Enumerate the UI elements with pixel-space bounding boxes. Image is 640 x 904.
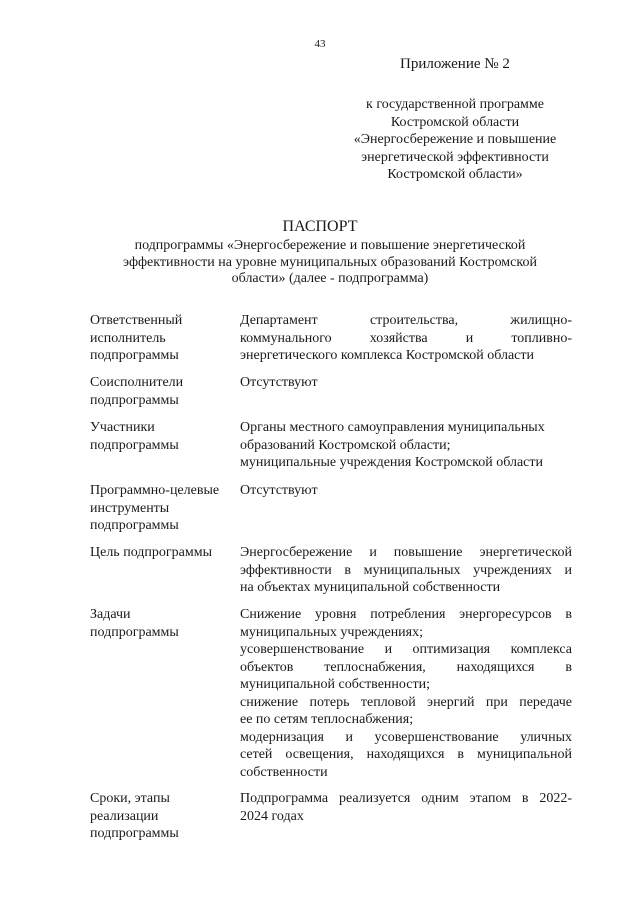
row-value	[240, 790, 572, 825]
row-label	[90, 606, 236, 641]
appendix-subtitle-line: энергетической эффективности	[361, 149, 549, 165]
appendix-title: Приложение № 2	[400, 56, 510, 72]
row-value-line: Органы местного самоуправления муниципальных	[240, 420, 545, 435]
row-value-line: объектов теплоснабжения, находящихся в	[240, 659, 572, 675]
row-value-line: собственности	[240, 764, 328, 780]
row-value-line: модернизация и усовершенствование уличных	[240, 729, 572, 745]
passport-title: ПАСПОРТ	[282, 218, 358, 235]
row-value-line: образований Костромской области;	[240, 437, 451, 453]
row-label-line: подпрограммы	[90, 437, 179, 453]
appendix-subtitle-line: Костромской области	[390, 114, 520, 130]
row-value-line: Снижение уровня потребления энергоресурсов в	[240, 607, 572, 622]
row-value-line: Отсутствуют	[240, 375, 318, 390]
row-value	[240, 544, 572, 597]
row-value-line: муниципальной собственности;	[240, 677, 430, 692]
row-value	[240, 482, 572, 500]
row-value	[240, 419, 572, 472]
row-label	[90, 374, 236, 409]
row-label-line: Соисполнители	[90, 375, 184, 390]
row-value-line: 2024 годах	[240, 808, 304, 824]
row-value-line: муниципальные учреждения Костромской области	[240, 455, 544, 470]
row-label	[90, 419, 236, 454]
row-value-line: усовершенствование и оптимизация комплекса	[240, 642, 572, 657]
passport-subtitle-line: подпрограммы «Энергосбережение и повышение энергетической	[134, 238, 526, 253]
row-label-line: Цель подпрограммы	[90, 545, 212, 560]
row-label-line: Ответственный	[90, 313, 183, 328]
row-label-line: исполнитель	[90, 330, 166, 346]
row-value-line: на объектах муниципальной собственности	[240, 580, 501, 595]
row-value-line: энергетического комплекса Костромской области	[240, 348, 535, 363]
row-label-line: инструменты	[90, 500, 170, 516]
row-label	[90, 312, 236, 365]
row-value-line: снижение потерь тепловой энергий при передаче	[240, 694, 572, 710]
row-label-line: подпрограммы	[90, 624, 179, 640]
row-value	[240, 312, 572, 365]
row-label	[90, 790, 236, 843]
row-value-line: коммунального хозяйства и топливно-	[240, 330, 572, 346]
row-label-line: Участники	[90, 420, 155, 435]
appendix-subtitle-line: Костромской области»	[387, 167, 523, 182]
page-number: 43	[314, 38, 326, 50]
row-label-line: подпрограммы	[90, 392, 179, 408]
passport-subtitle	[100, 238, 560, 288]
row-label-line: Сроки, этапы	[90, 791, 170, 806]
row-value-line: ее по сетям теплоснабжения;	[240, 712, 414, 727]
row-value	[240, 374, 572, 392]
appendix-subtitle-line: к государственной программе	[366, 97, 544, 112]
row-label-line: подпрограммы	[90, 348, 179, 363]
appendix-subtitle-line: «Энергосбережение и повышение	[353, 132, 557, 147]
row-label-line: Задачи	[90, 607, 131, 622]
row-value-line: эффективности в муниципальных учреждениях и	[240, 562, 572, 578]
row-value-line: Подпрограмма реализуется одним этапом в 2022-	[240, 791, 572, 806]
appendix-subtitle	[344, 96, 566, 184]
passport-subtitle-line: области» (далее - подпрограмма)	[231, 271, 429, 286]
row-value-line: муниципальных учреждениях;	[240, 624, 424, 640]
row-value-line: Отсутствуют	[240, 483, 318, 498]
row-label-line: реализации	[90, 808, 159, 824]
row-value-line: Энергосбережение и повышение энергетической	[240, 545, 572, 560]
row-value-line: сетей освещения, находящихся в муниципальной	[240, 747, 572, 762]
row-label	[90, 482, 236, 535]
row-value	[240, 606, 572, 781]
passport-subtitle-line: эффективности на уровне муниципальных образований Костромской	[123, 254, 537, 270]
row-label-line: Программно-целевые	[90, 483, 220, 498]
row-label-line: подпрограммы	[90, 518, 179, 533]
row-label	[90, 544, 236, 562]
row-label-line: подпрограммы	[90, 826, 179, 841]
row-value-line: Департамент строительства, жилищно-	[240, 313, 572, 328]
